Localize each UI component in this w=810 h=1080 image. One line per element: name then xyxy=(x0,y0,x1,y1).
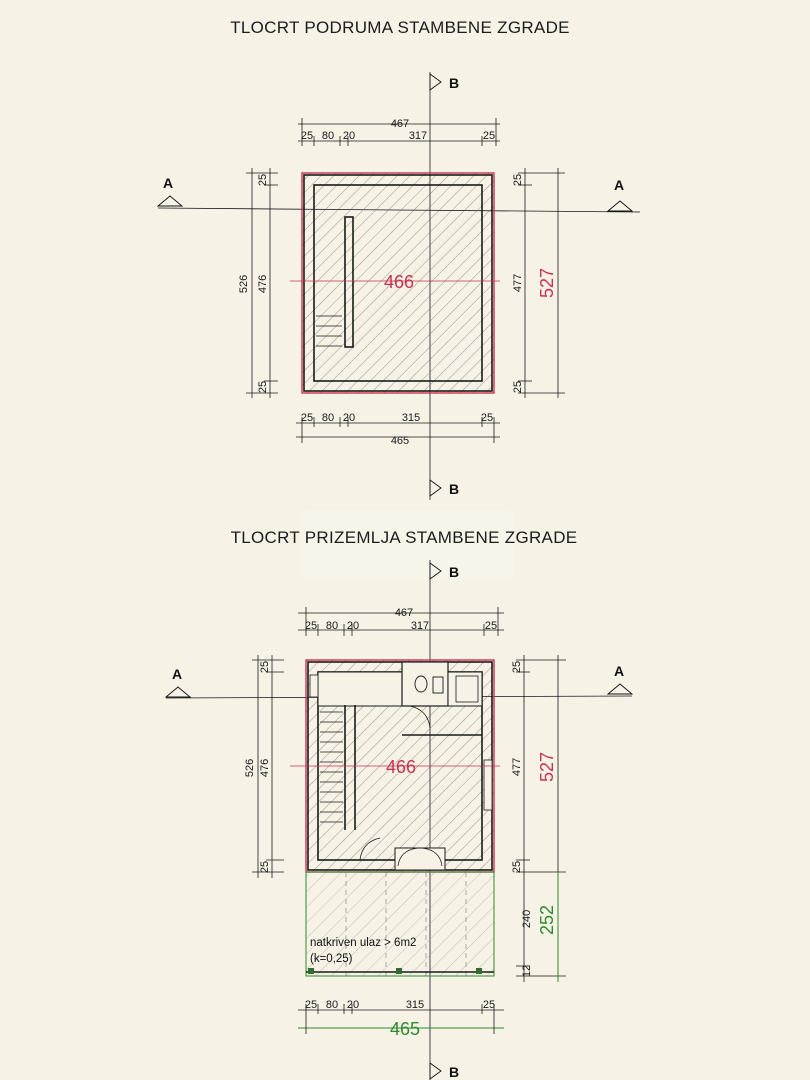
basement-bottom-seg-5: 25 xyxy=(480,412,494,424)
basement-center-dimension: 466 xyxy=(383,272,415,292)
basement-right-dimensions xyxy=(512,168,565,398)
porch-small-dimension: 12 xyxy=(521,964,533,978)
ground-right-bottom: 25 xyxy=(511,860,523,874)
basement-top-seg-2: 80 xyxy=(321,130,335,142)
section-arrow-a2-left xyxy=(166,687,190,697)
porch-total-dimension: 252 xyxy=(537,904,557,936)
basement-top-total: 467 xyxy=(390,118,410,130)
basement-plan-title: TLOCRT PODRUMA STAMBENE ZGRADE xyxy=(230,18,570,37)
porch-depth-dimension: 240 xyxy=(521,909,533,929)
ground-left-inner: 476 xyxy=(259,758,271,778)
basement-bottom-seg-4: 315 xyxy=(401,412,421,424)
ground-bottom-seg-2: 80 xyxy=(325,999,339,1011)
basement-right-inner: 477 xyxy=(512,273,524,293)
ground-center-dimension: 466 xyxy=(385,757,417,777)
ground-right-inner: 477 xyxy=(511,757,523,777)
ground-window-right xyxy=(484,760,492,810)
basement-top-dimensions xyxy=(298,118,500,146)
ground-left-top: 25 xyxy=(259,660,271,674)
section-a2-left-label: A xyxy=(172,666,183,682)
basement-right-top: 25 xyxy=(512,173,524,187)
section-arrow-b-bottom xyxy=(430,480,441,496)
section-a2-right-label: A xyxy=(614,663,625,679)
ground-bottom-dimensions xyxy=(298,999,504,1039)
section-b2-top-label: B xyxy=(449,564,460,580)
basement-bottom-total: 465 xyxy=(390,435,410,447)
ground-left-total: 526 xyxy=(244,758,256,778)
ground-plan-title: TLOCRT PRIZEMLJA STAMBENE ZGRADE xyxy=(230,528,578,547)
porch-note-line-1: natkriven ulaz > 6m2 xyxy=(310,937,417,949)
ground-top-seg-1: 25 xyxy=(304,620,318,632)
section-arrow-b2-bottom xyxy=(430,1063,441,1079)
ground-left-dimensions xyxy=(244,655,284,878)
basement-bottom-seg-3: 20 xyxy=(342,412,356,424)
ground-right-dimensions xyxy=(511,655,566,982)
ground-top-seg-4: 317 xyxy=(410,620,430,632)
ground-top-dimensions xyxy=(298,607,504,636)
section-a-left-label: A xyxy=(163,175,174,191)
basement-top-seg-1: 25 xyxy=(300,130,314,142)
basement-left-total: 526 xyxy=(238,274,250,294)
basement-top-seg-3: 20 xyxy=(342,130,356,142)
ground-top-total: 467 xyxy=(394,607,414,619)
ground-right-top: 25 xyxy=(511,660,523,674)
basement-bottom-seg-2: 80 xyxy=(321,412,335,424)
section-arrow-a-left xyxy=(158,196,182,206)
section-a-right-label: A xyxy=(614,177,625,193)
section-arrow-b-top xyxy=(430,74,441,90)
ground-floor-plan xyxy=(166,528,632,1080)
ground-bottom-seg-5: 25 xyxy=(482,999,496,1011)
basement-left-top: 25 xyxy=(257,173,269,187)
ground-bottom-seg-1: 25 xyxy=(304,999,318,1011)
basement-plan xyxy=(158,18,640,500)
ground-bottom-seg-4: 315 xyxy=(405,999,425,1011)
ground-left-bottom: 25 xyxy=(259,860,271,874)
basement-left-bottom: 25 xyxy=(257,380,269,394)
basement-bottom-seg-1: 25 xyxy=(300,412,314,424)
ground-right-total: 527 xyxy=(537,751,557,783)
section-b-bottom-label: B xyxy=(449,481,460,497)
section-b-top-label: B xyxy=(449,75,460,91)
basement-left-inner: 476 xyxy=(257,274,269,294)
porch-note-line-2: (k=0,25) xyxy=(310,953,353,965)
basement-left-dimensions xyxy=(238,168,278,398)
basement-bottom-dimensions xyxy=(296,412,500,447)
ground-top-seg-3: 20 xyxy=(346,620,360,632)
ground-window-left xyxy=(310,675,318,697)
basement-right-total: 527 xyxy=(537,267,557,299)
ground-top-seg-5: 25 xyxy=(484,620,498,632)
basement-top-seg-5: 25 xyxy=(482,130,496,142)
ground-top-seg-2: 80 xyxy=(325,620,339,632)
basement-right-bottom: 25 xyxy=(512,380,524,394)
ground-bottom-seg-3: 20 xyxy=(346,999,360,1011)
ground-bottom-total: 465 xyxy=(389,1019,421,1039)
section-arrow-a2-right xyxy=(608,684,632,694)
basement-top-seg-4: 317 xyxy=(408,130,428,142)
section-arrow-a-right xyxy=(608,201,632,211)
covered-entrance xyxy=(306,872,494,976)
section-b2-bottom-label: B xyxy=(449,1064,460,1080)
